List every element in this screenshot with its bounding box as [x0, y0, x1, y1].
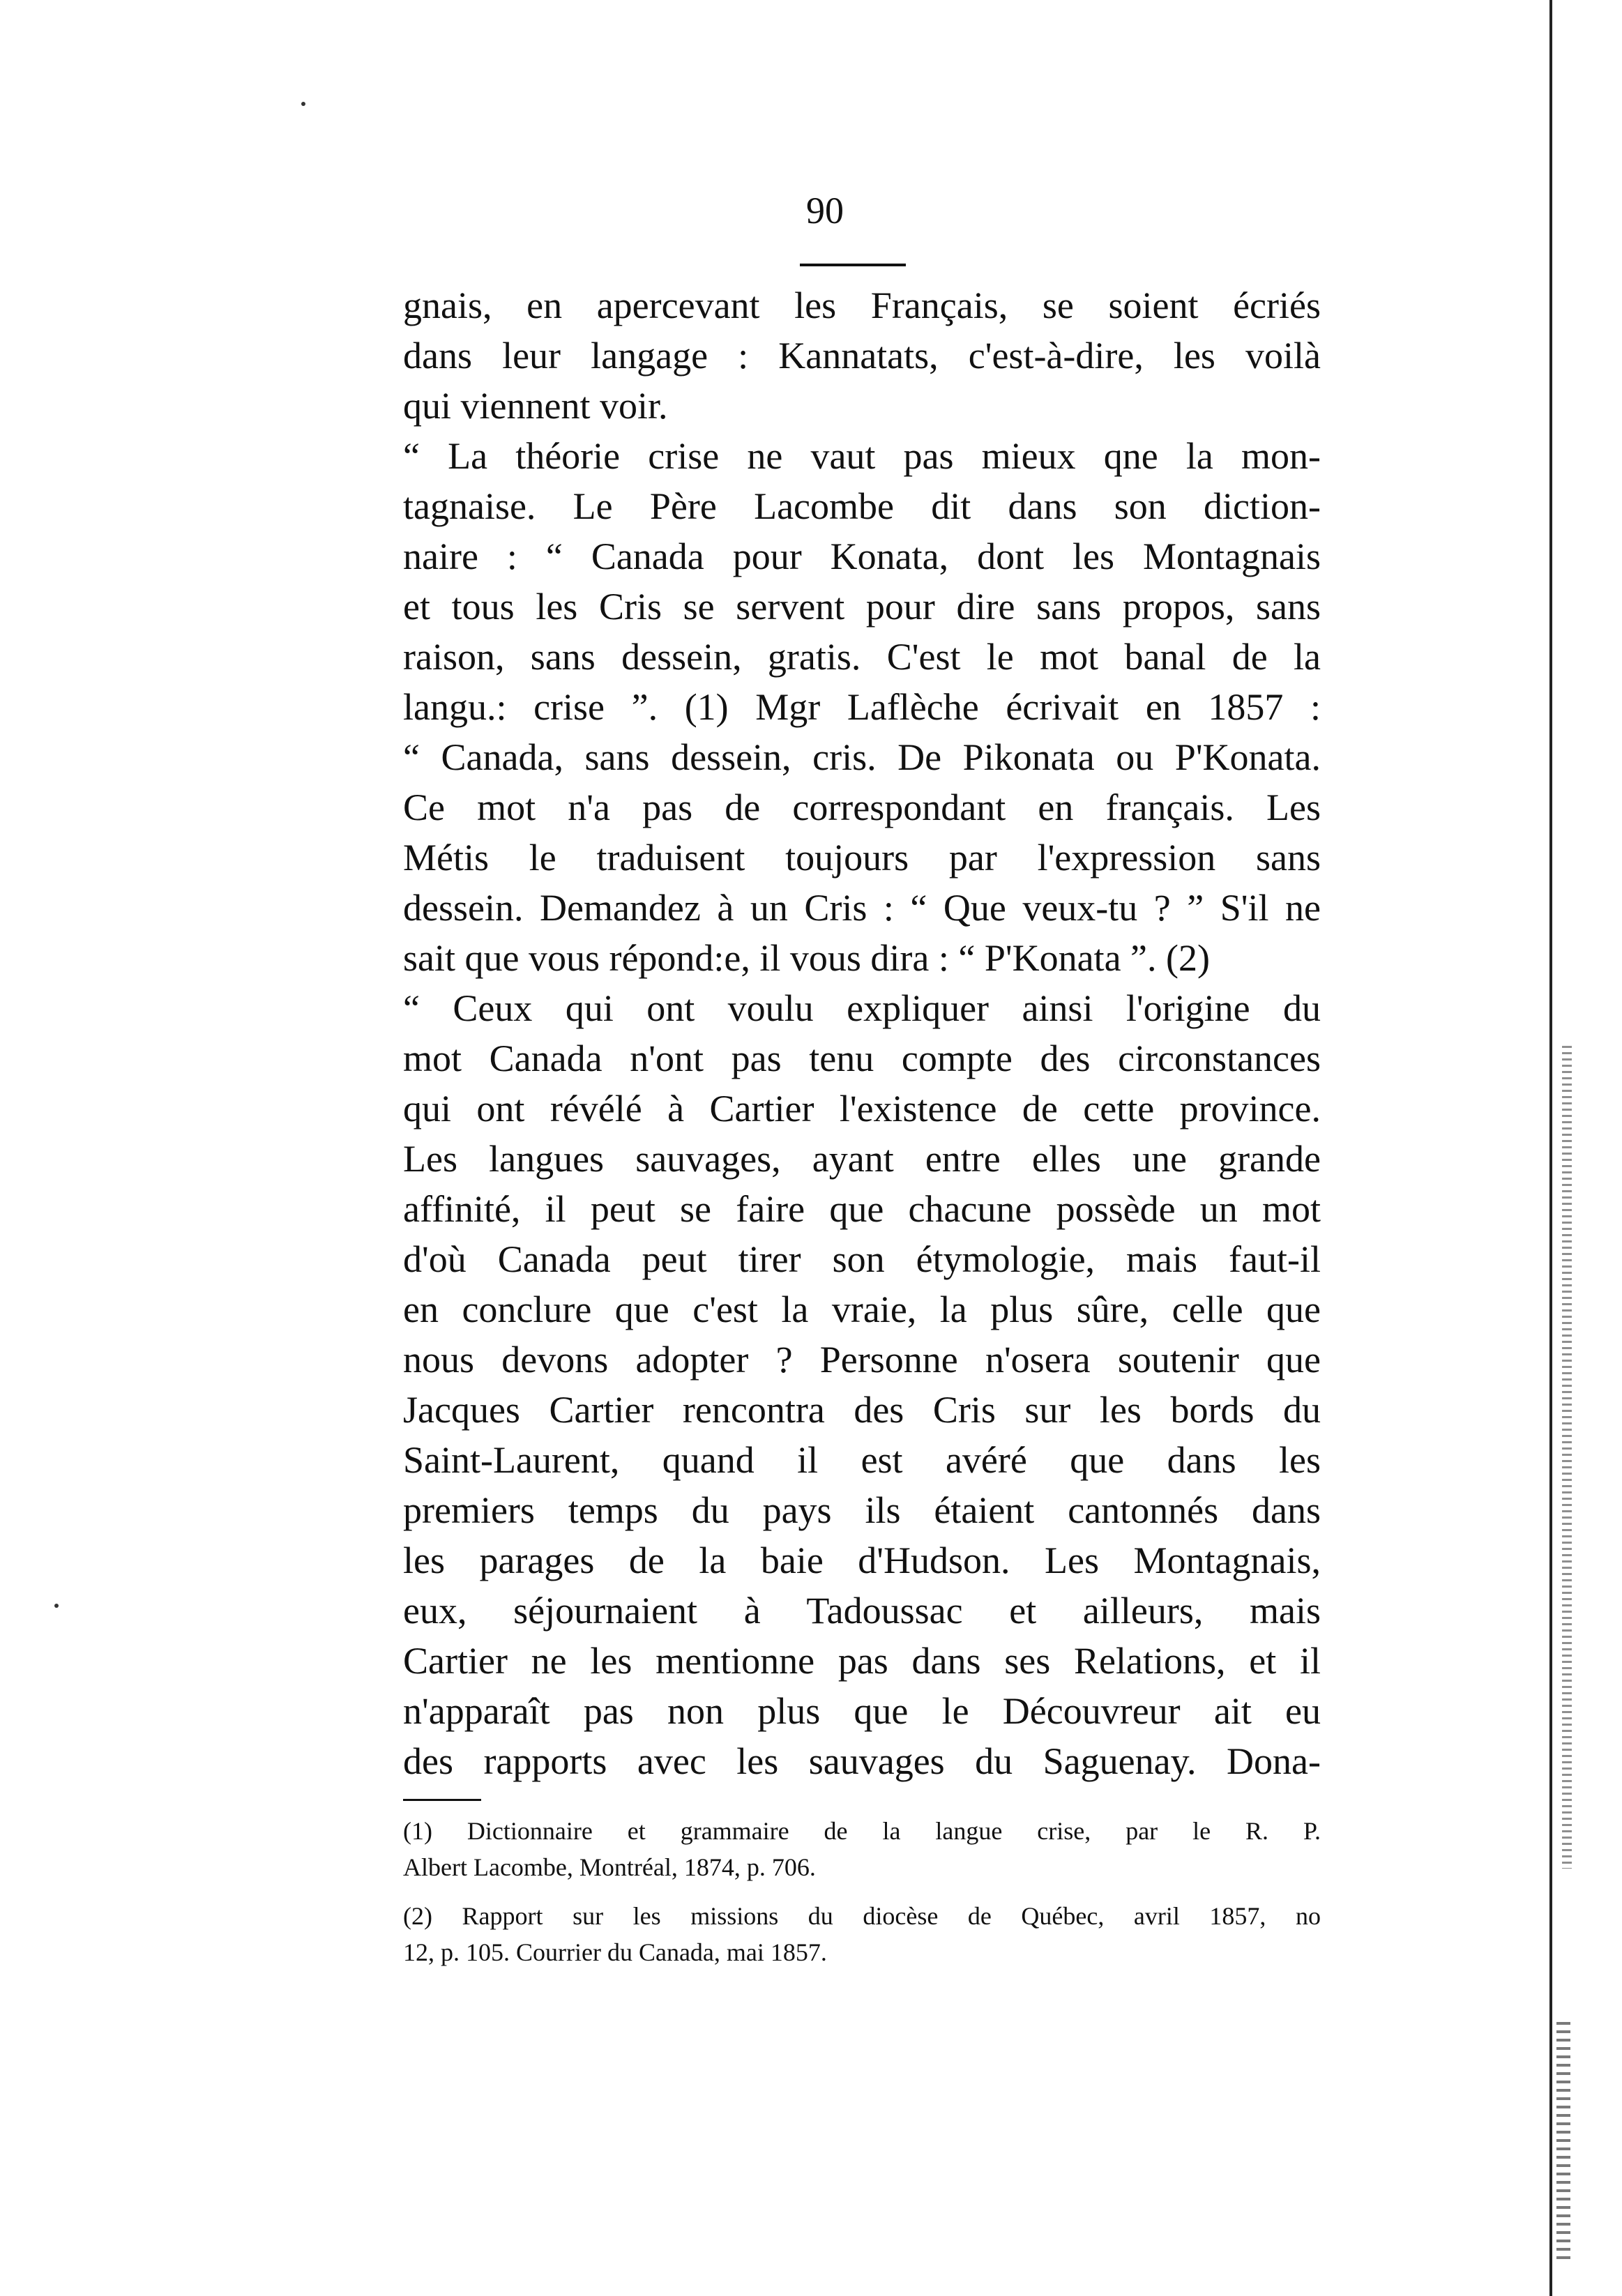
text-line: raison, sans dessein, gratis. C'est le mot banal de la: [403, 636, 1321, 678]
text-line: des rapports avec les sauvages du Saguenay. Dona-: [403, 1740, 1321, 1782]
text-line: “ La théorie crise ne vaut pas mieux qne la mon-: [403, 435, 1321, 477]
scan-speck: [54, 1604, 59, 1608]
header-rule: [800, 264, 906, 266]
text-line: affinité, il peut se faire que chacune possède un mot: [403, 1188, 1321, 1230]
text-line: mot Canada n'ont pas tenu compte des circonstances: [403, 1037, 1321, 1079]
page-edge-line: [1549, 0, 1552, 2296]
text-line: Jacques Cartier rencontra des Cris sur les bords du: [403, 1389, 1321, 1431]
text-line: Cartier ne les mentionne pas dans ses Relations, et il: [403, 1640, 1321, 1682]
footnote-line: (2) Rapport sur les missions du diocèse de Québec, avril 1857, no: [403, 1902, 1321, 1930]
text-line: Métis le traduisent toujours par l'expression sans: [403, 837, 1321, 879]
text-line: tagnaise. Le Père Lacombe dit dans son diction-: [403, 485, 1321, 527]
text-line: et tous les Cris se servent pour dire sans propos, sans: [403, 586, 1321, 628]
text-line: dessein. Demandez à un Cris : “ Que veux-tu ? ” S'il ne: [403, 887, 1321, 929]
scan-edge-artifact: [1556, 2022, 1570, 2259]
text-line: n'apparaît pas non plus que le Découvreur ait eu: [403, 1690, 1321, 1732]
page-number: 90: [806, 190, 844, 231]
scan-speck: [301, 102, 305, 106]
text-line: “ Ceux qui ont voulu expliquer ainsi l'origine du: [403, 987, 1321, 1029]
text-line: d'où Canada peut tirer son étymologie, mais faut-il: [403, 1238, 1321, 1280]
text-line: langu.: crise ”. (1) Mgr Laflèche écrivait en 1857 :: [403, 686, 1321, 728]
text-line: gnais, en apercevant les Français, se soient écriés: [403, 284, 1321, 326]
text-line: sait que vous répond:e, il vous dira : “ P'Konata ”. (2): [403, 937, 1210, 979]
text-line: les parages de la baie d'Hudson. Les Montagnais,: [403, 1539, 1321, 1581]
footnote-rule: [403, 1799, 481, 1801]
scan-edge-artifact: [1562, 1046, 1572, 1869]
text-line: Saint-Laurent, quand il est avéré que dans les: [403, 1439, 1321, 1481]
text-line: Les langues sauvages, ayant entre elles une grande: [403, 1138, 1321, 1180]
footnote-line: Albert Lacombe, Montréal, 1874, p. 706.: [403, 1853, 816, 1881]
text-line: naire : “ Canada pour Konata, dont les Montagnais: [403, 535, 1321, 577]
text-line: en conclure que c'est la vraie, la plus sûre, celle que: [403, 1288, 1321, 1330]
text-line: qui viennent voir.: [403, 385, 668, 427]
text-line: Ce mot n'a pas de correspondant en français. Les: [403, 786, 1321, 828]
text-line: nous devons adopter ? Personne n'osera soutenir que: [403, 1339, 1321, 1381]
text-line: dans leur langage : Kannatats, c'est-à-dire, les voilà: [403, 335, 1321, 377]
footnotes: [403, 1813, 1321, 1970]
text-line: eux, séjournaient à Tadoussac et ailleurs, mais: [403, 1590, 1321, 1632]
footnote-line: (1) Dictionnaire et grammaire de la langue crise, par le R. P.: [403, 1817, 1321, 1845]
footnote-line: 12, p. 105. Courrier du Canada, mai 1857.: [403, 1938, 827, 1966]
text-line: premiers temps du pays ils étaient cantonnés dans: [403, 1489, 1321, 1531]
text-line: “ Canada, sans dessein, cris. De Pikonata ou P'Konata.: [403, 736, 1321, 778]
text-line: qui ont révélé à Cartier l'existence de cette province.: [403, 1088, 1321, 1130]
body-text: [403, 280, 1321, 1786]
